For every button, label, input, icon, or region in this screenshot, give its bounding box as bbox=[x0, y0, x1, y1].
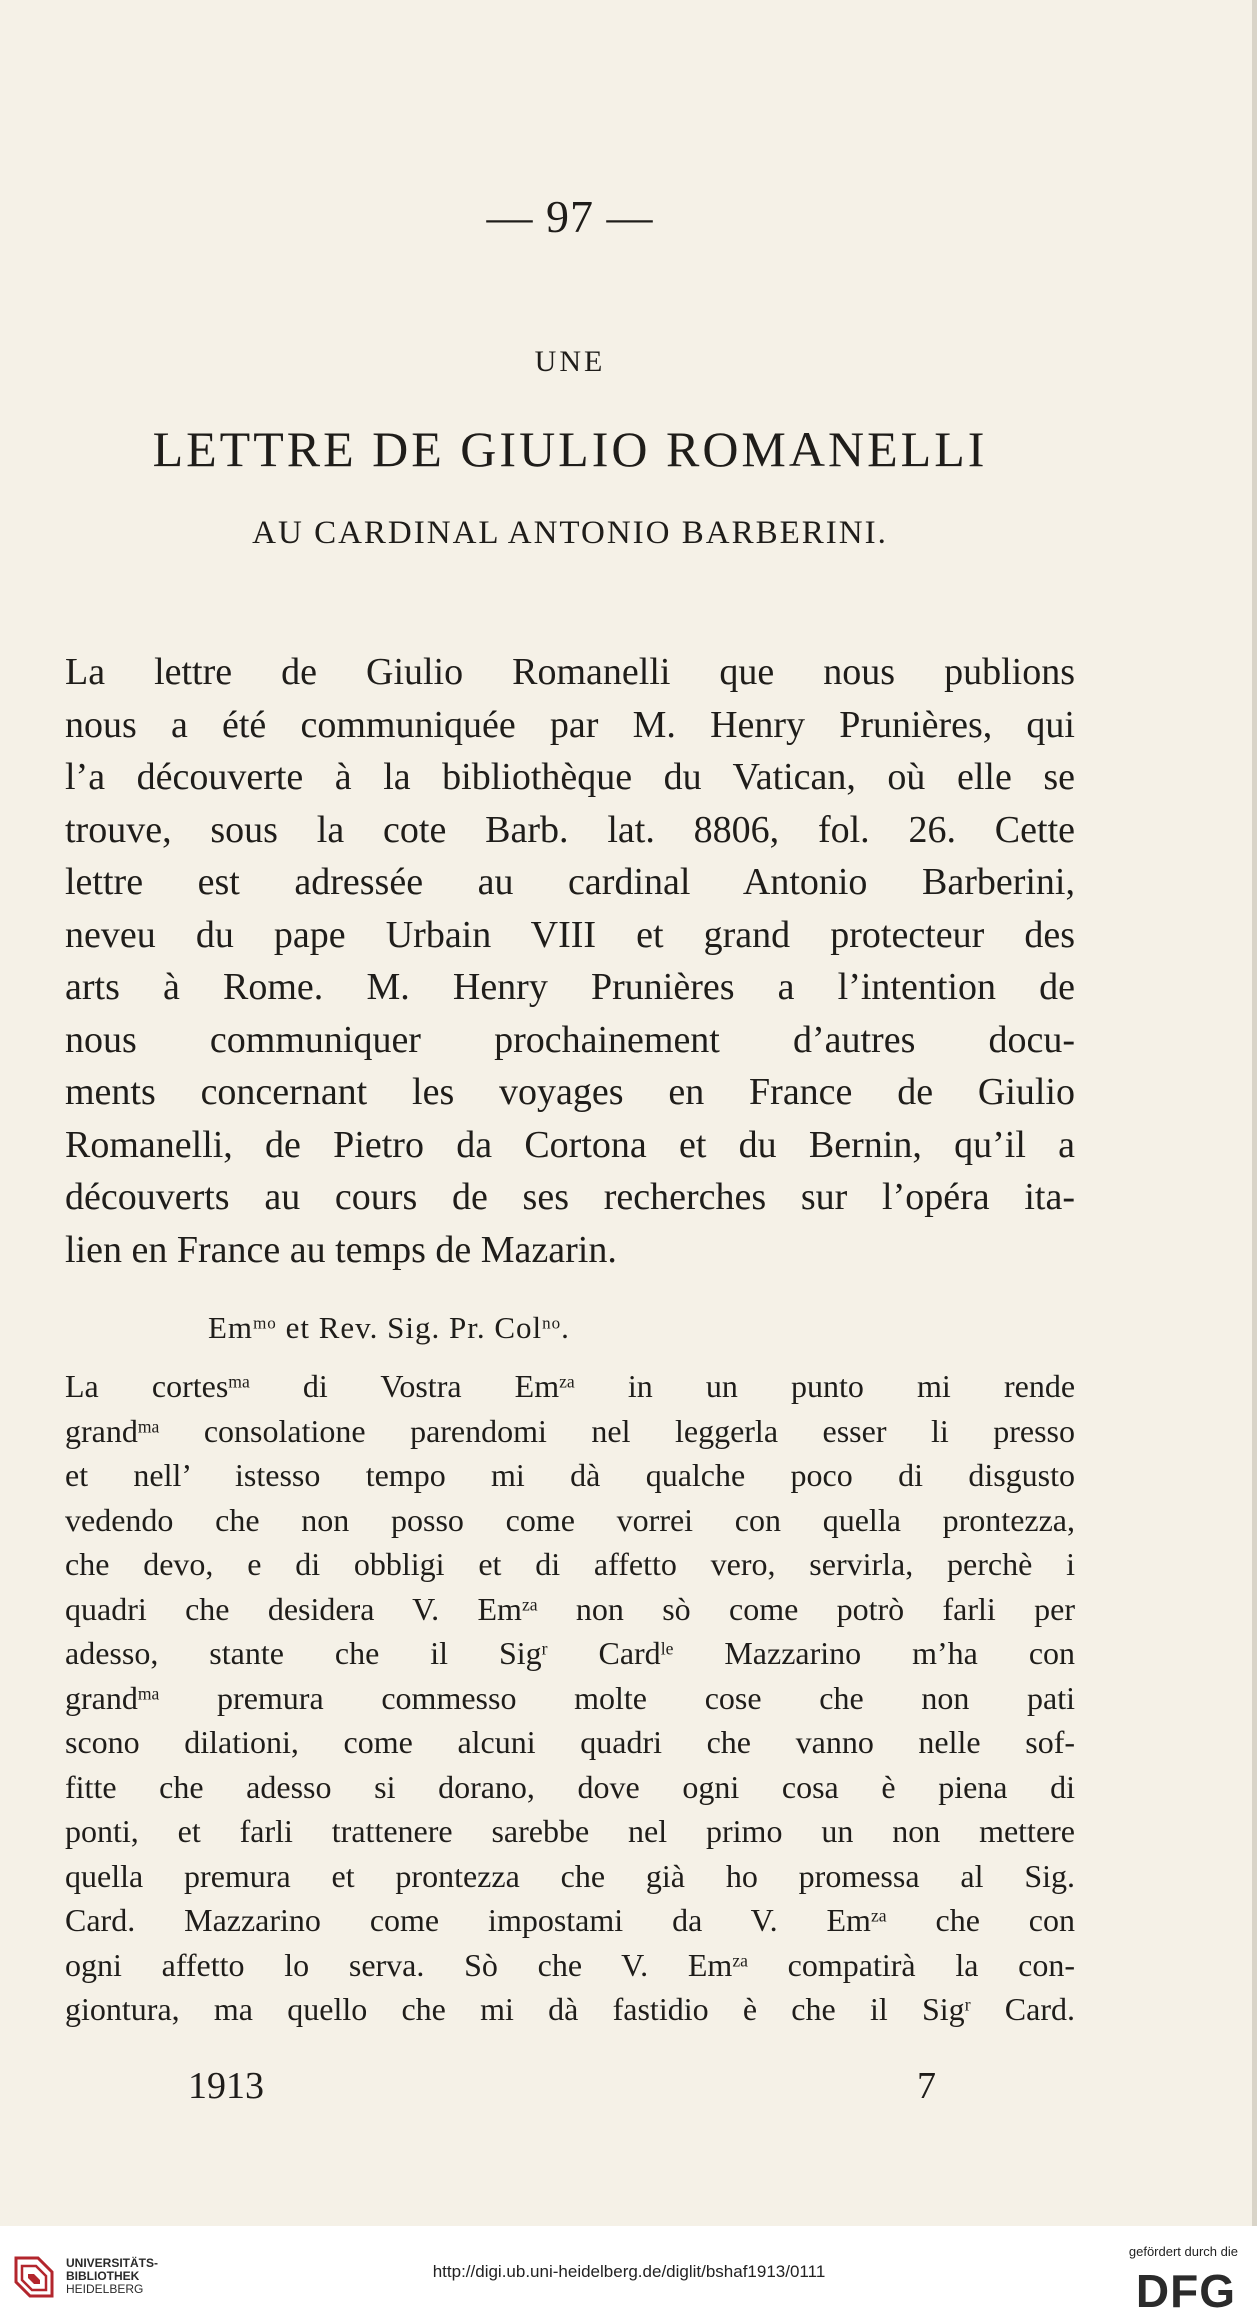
library-name-line: BIBLIOTHEK bbox=[66, 2269, 140, 2283]
salutation-text: et Rev. Sig. Pr. Col bbox=[276, 1310, 543, 1345]
viewer-footer-bar bbox=[0, 2232, 1258, 2322]
letter-text: quadri che desidera V. Em bbox=[65, 1590, 522, 1627]
letter-text: consolatione parendomi nel leggerla esser li presso bbox=[159, 1412, 1075, 1449]
letter-text: di Vostra Em bbox=[249, 1368, 560, 1404]
intro-line: trouve, sous la cote Barb. lat. 8806, fol. 26. Cette bbox=[65, 808, 1075, 851]
letter-text: quella premura et prontezza che già ho promessa al Sig. bbox=[65, 1857, 1075, 1894]
letter-line bbox=[65, 1676, 1075, 1721]
letter-line bbox=[65, 1631, 1075, 1676]
intro-paragraph bbox=[65, 646, 1075, 1276]
letter-text: Card. Mazzarino come impostami da V. Em bbox=[65, 1902, 871, 1938]
intro-line: l’a découverte à la bibliothèque du Vatican, où elle se bbox=[65, 756, 1075, 798]
letter-line bbox=[65, 1720, 1075, 1765]
letter-text: scono dilationi, come alcuni quadri che vanno nelle sof- bbox=[65, 1724, 1075, 1760]
letter-line bbox=[65, 1587, 1075, 1632]
abbreviation-superscript: za bbox=[559, 1371, 575, 1392]
signature-mark: 7 bbox=[917, 2065, 936, 2107]
library-name-line: UNIVERSITÄTS- bbox=[66, 2256, 159, 2270]
letter-line bbox=[65, 1364, 1075, 1409]
library-name-line: HEIDELBERG bbox=[66, 2282, 144, 2296]
letter-line bbox=[65, 1542, 1075, 1587]
letter-line bbox=[65, 1765, 1075, 1810]
abbreviation-superscript: za bbox=[732, 1949, 748, 1970]
letter-text: et nell’ istesso tempo mi dà qualche poco di disgusto bbox=[65, 1457, 1075, 1493]
letter-line bbox=[65, 1898, 1075, 1943]
letter-text: grand bbox=[65, 1412, 138, 1449]
letter-text: Card bbox=[547, 1635, 661, 1671]
page-number-top: — 97 — bbox=[486, 191, 654, 242]
letter-text: che con bbox=[886, 1902, 1076, 1938]
letter-text: La cortes bbox=[65, 1368, 229, 1404]
article-title: LETTRE DE GIULIO ROMANELLI bbox=[152, 421, 988, 477]
letter-line bbox=[65, 1943, 1075, 1988]
salutation-superscript: mo bbox=[253, 1313, 277, 1333]
letter-text: Mazzarino m’ha con bbox=[673, 1635, 1076, 1671]
abbreviation-superscript: za bbox=[870, 1905, 887, 1926]
article-subtitle: AU CARDINAL ANTONIO BARBERINI. bbox=[252, 515, 888, 551]
intro-line: lettre est adressée au cardinal Antonio Barberini, bbox=[65, 861, 1075, 903]
letter-text: che devo, e di obbligi et di affetto vero, servirla, perchè i bbox=[65, 1546, 1075, 1582]
letter-text: adesso, stante che il Sig bbox=[65, 1635, 542, 1671]
letter-line bbox=[65, 1409, 1075, 1454]
abbreviation-superscript: ma bbox=[228, 1371, 250, 1392]
intro-line: ments concernant les voyages en France de Giulio bbox=[65, 1071, 1075, 1113]
abbreviation-superscript: r bbox=[541, 1638, 548, 1659]
intro-line: arts à Rome. M. Henry Prunières a l’intention de bbox=[65, 966, 1075, 1008]
letter-text: premura commesso molte cose che non pati bbox=[159, 1679, 1075, 1716]
abbreviation-superscript: r bbox=[964, 1994, 971, 2015]
letter-text: Card. bbox=[970, 1991, 1076, 2027]
article-kicker: UNE bbox=[534, 345, 606, 378]
letter-line bbox=[65, 1809, 1075, 1854]
intro-line: découverts au cours de ses recherches sur l’opéra ita- bbox=[65, 1176, 1075, 1218]
intro-line: neveu du pape Urbain VIII et grand protecteur des bbox=[65, 913, 1075, 956]
intro-line: nous a été communiquée par M. Henry Prunières, qui bbox=[65, 703, 1075, 746]
letter-text: non sò come potrò farli per bbox=[537, 1590, 1076, 1627]
letter-line bbox=[65, 1453, 1075, 1498]
intro-line: Romanelli, de Pietro da Cortona et du Bernin, qu’il a bbox=[65, 1123, 1075, 1166]
letter-text: fitte che adesso si dorano, dove ogni cosa è piena di bbox=[65, 1768, 1075, 1805]
letter-text: compatirà la con- bbox=[747, 1946, 1076, 1983]
dfg-logo: DFG bbox=[1135, 2265, 1236, 2317]
letter-text: ponti, et farli trattenere sarebbe nel primo un non mettere bbox=[65, 1813, 1075, 1849]
letter-text: giontura, ma quello che mi dà fastidio è che il Sig bbox=[65, 1991, 965, 2027]
letter-text: in un punto mi rende bbox=[574, 1368, 1076, 1404]
letter-text: ogni affetto lo serva. Sò che V. Em bbox=[65, 1946, 733, 1983]
abbreviation-superscript: ma bbox=[137, 1682, 160, 1703]
letter-text: grand bbox=[65, 1679, 138, 1716]
abbreviation-superscript: ma bbox=[137, 1415, 160, 1436]
letter-salutation bbox=[208, 1310, 570, 1346]
intro-line: lien en France au temps de Mazarin. bbox=[65, 1228, 617, 1271]
salutation-text: . bbox=[561, 1310, 570, 1345]
letter-line bbox=[65, 1987, 1075, 2032]
letter-line bbox=[65, 1498, 1075, 1543]
abbreviation-superscript: le bbox=[660, 1638, 674, 1659]
source-url-link[interactable]: http://digi.ub.uni-heidelberg.de/diglit/bshaf1913/0111 bbox=[432, 2262, 826, 2281]
salutation-superscript: no bbox=[542, 1313, 562, 1333]
salutation-text: Em bbox=[208, 1310, 254, 1345]
intro-line: nous communiquer prochainement d’autres docu- bbox=[65, 1018, 1075, 1061]
signature-year: 1913 bbox=[188, 2065, 264, 2107]
letter-body bbox=[65, 1364, 1075, 2032]
letter-line bbox=[65, 1854, 1075, 1899]
intro-line: La lettre de Giulio Romanelli que nous publions bbox=[65, 651, 1075, 693]
abbreviation-superscript: za bbox=[521, 1593, 538, 1614]
letter-text: vedendo che non posso come vorrei con quella prontezza, bbox=[65, 1501, 1075, 1538]
funder-caption: gefördert durch die bbox=[1128, 2244, 1238, 2259]
